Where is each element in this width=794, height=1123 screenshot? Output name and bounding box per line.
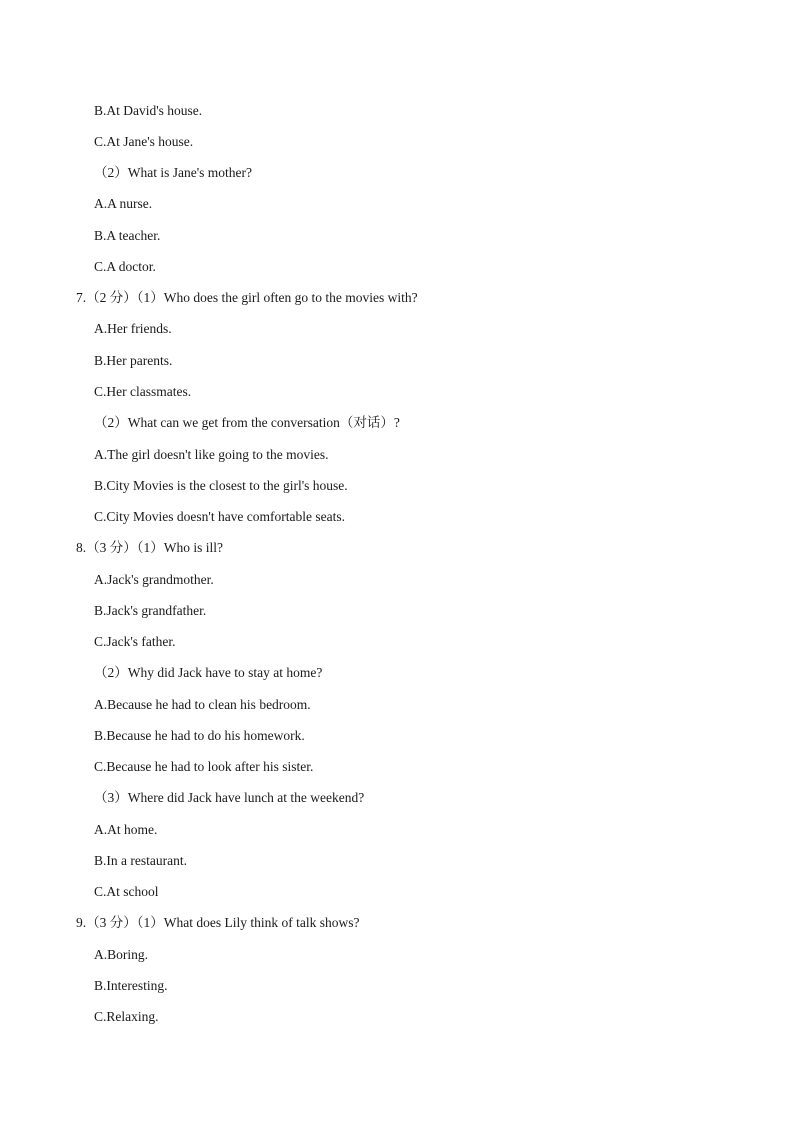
option-6-1-c: C.At Jane's house.	[94, 134, 194, 149]
option-8-2-c: C.Because he had to look after his sister.	[94, 759, 314, 774]
option-6-2-b: B.A teacher.	[94, 228, 161, 243]
question-7-2: （2）What can we get from the conversation（对话）?	[94, 415, 400, 430]
question-8-2: （2）Why did Jack have to stay at home?	[94, 665, 323, 680]
option-8-1-a: A.Jack's grandmother.	[94, 572, 214, 587]
question-8-3: （3）Where did Jack have lunch at the weekend?	[94, 790, 365, 805]
option-7-1-c: C.Her classmates.	[94, 384, 192, 399]
option-7-2-b: B.City Movies is the closest to the girl's house.	[94, 478, 348, 493]
option-7-2-c: C.City Movies doesn't have comfortable seats.	[94, 509, 346, 524]
question-8-1: 8.（3 分）（1）Who is ill?	[76, 540, 223, 555]
option-8-3-b: B.In a restaurant.	[94, 853, 187, 868]
option-8-2-b: B.Because he had to do his homework.	[94, 728, 305, 743]
option-6-2-a: A.A nurse.	[94, 196, 153, 211]
option-7-1-a: A.Her friends.	[94, 321, 172, 336]
question-7-1: 7.（2 分）（1）Who does the girl often go to the movies with?	[76, 290, 418, 305]
option-7-2-a: A.The girl doesn't like going to the movies.	[94, 447, 329, 462]
option-8-1-c: C.Jack's father.	[94, 634, 176, 649]
option-7-1-b: B.Her parents.	[94, 353, 173, 368]
option-6-2-c: C.A doctor.	[94, 259, 156, 274]
option-9-1-b: B.Interesting.	[94, 978, 168, 993]
option-8-3-c: C.At school	[94, 884, 159, 899]
question-6-2: （2）What is Jane's mother?	[94, 165, 253, 180]
option-6-1-b: B.At David's house.	[94, 103, 203, 118]
option-9-1-c: C.Relaxing.	[94, 1009, 159, 1024]
question-9-1: 9.（3 分）（1）What does Lily think of talk shows?	[76, 915, 360, 930]
option-8-1-b: B.Jack's grandfather.	[94, 603, 207, 618]
option-9-1-a: A.Boring.	[94, 947, 148, 962]
option-8-3-a: A.At home.	[94, 822, 158, 837]
option-8-2-a: A.Because he had to clean his bedroom.	[94, 697, 311, 712]
